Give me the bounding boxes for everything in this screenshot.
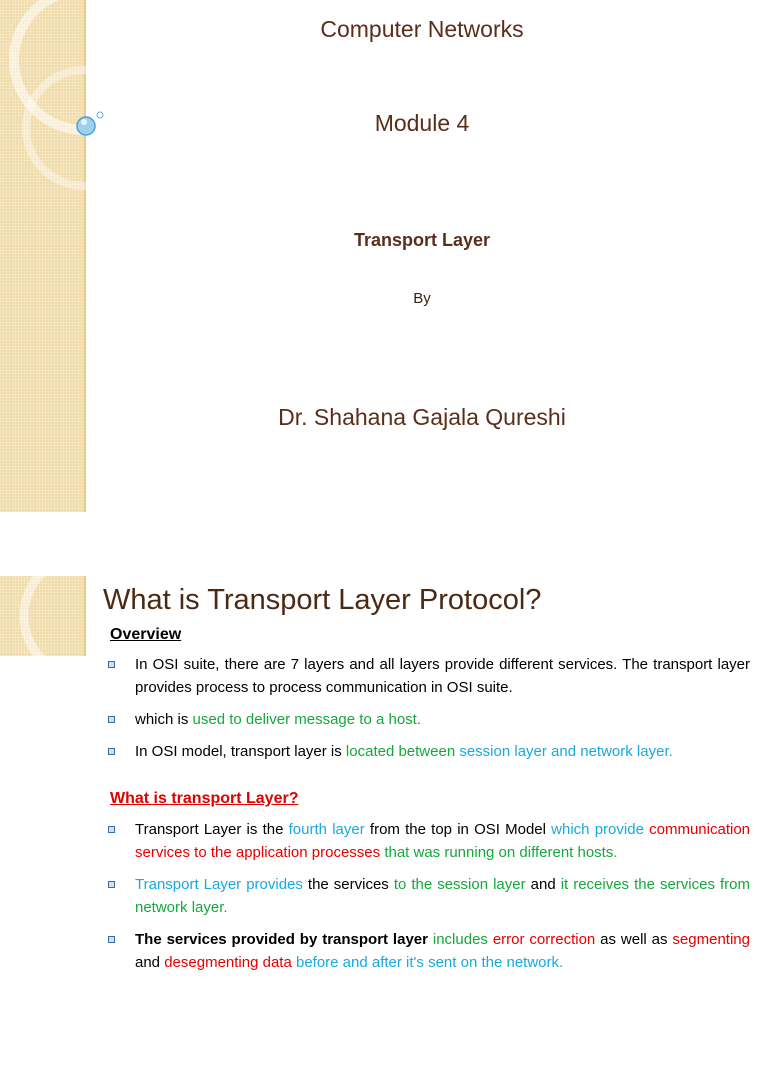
- overview-list: [104, 653, 750, 772]
- text-segment: and: [135, 954, 165, 971]
- list-item: [104, 740, 750, 763]
- text-segment: desegmenting data: [164, 954, 292, 971]
- text-segment: error correction: [492, 931, 596, 948]
- list-item: [104, 708, 750, 731]
- text-segment: and: [525, 876, 561, 893]
- text-segment: the services: [302, 876, 394, 893]
- text-segment: which provide: [551, 821, 644, 838]
- text-segment: fourth layer: [288, 821, 365, 838]
- list-item: [104, 818, 750, 864]
- decorative-circles: [0, 576, 100, 656]
- text-segment: In OSI suite, there are 7 layers and all layers provide different services. The transport layer provides process to process communication in OSI suite.: [135, 656, 750, 696]
- text-segment: used to deliver message to a host.: [192, 711, 421, 728]
- decorative-circles: [0, 0, 200, 512]
- text-segment: it receives the services from network layer.: [135, 876, 750, 916]
- square-bullet-icon: [108, 826, 115, 833]
- by-label: By: [413, 290, 431, 307]
- square-bullet-icon: [108, 748, 115, 755]
- transport-subheading: What is transport Layer?: [110, 790, 299, 807]
- text-segment: that was running on different hosts.: [384, 844, 618, 861]
- slide-gap: [0, 512, 768, 576]
- text-segment: The services provided by transport layer: [135, 931, 428, 948]
- square-bullet-icon: [108, 936, 115, 943]
- text-segment: In OSI model, transport layer is: [135, 743, 346, 760]
- text-segment: segmenting: [672, 931, 750, 948]
- slide-title: What is Transport Layer Protocol?: [103, 584, 542, 616]
- square-bullet-icon: [108, 716, 115, 723]
- text-segment: located between: [345, 743, 460, 760]
- text-segment: before and after it's sent on the network.: [295, 954, 564, 971]
- square-bullet-icon: [108, 661, 115, 668]
- text-segment: session layer and network layer.: [459, 743, 673, 760]
- course-title: Computer Networks: [320, 16, 524, 42]
- text-segment: as well as: [595, 931, 673, 948]
- text-segment: Transport Layer provides: [135, 876, 303, 893]
- title-slide: [0, 0, 768, 512]
- text-segment: Transport Layer is the: [135, 821, 289, 838]
- author-name: Dr. Shahana Gajala Qureshi: [278, 404, 566, 430]
- square-bullet-icon: [108, 881, 115, 888]
- topic-title: Transport Layer: [353, 230, 491, 250]
- transport-list: [104, 818, 750, 983]
- text-segment: which is: [135, 711, 193, 728]
- text-segment: includes: [432, 931, 488, 948]
- overview-heading: Overview: [110, 626, 182, 643]
- list-item: [104, 928, 750, 974]
- module-title: Module 4: [374, 110, 470, 136]
- content-slide: [0, 576, 768, 1088]
- text-segment: communication services to the application processes: [135, 821, 751, 861]
- text-segment: from the top in OSI Model: [364, 821, 552, 838]
- list-item: [104, 653, 750, 699]
- list-item: [104, 873, 750, 919]
- text-segment: to the session layer: [393, 876, 526, 893]
